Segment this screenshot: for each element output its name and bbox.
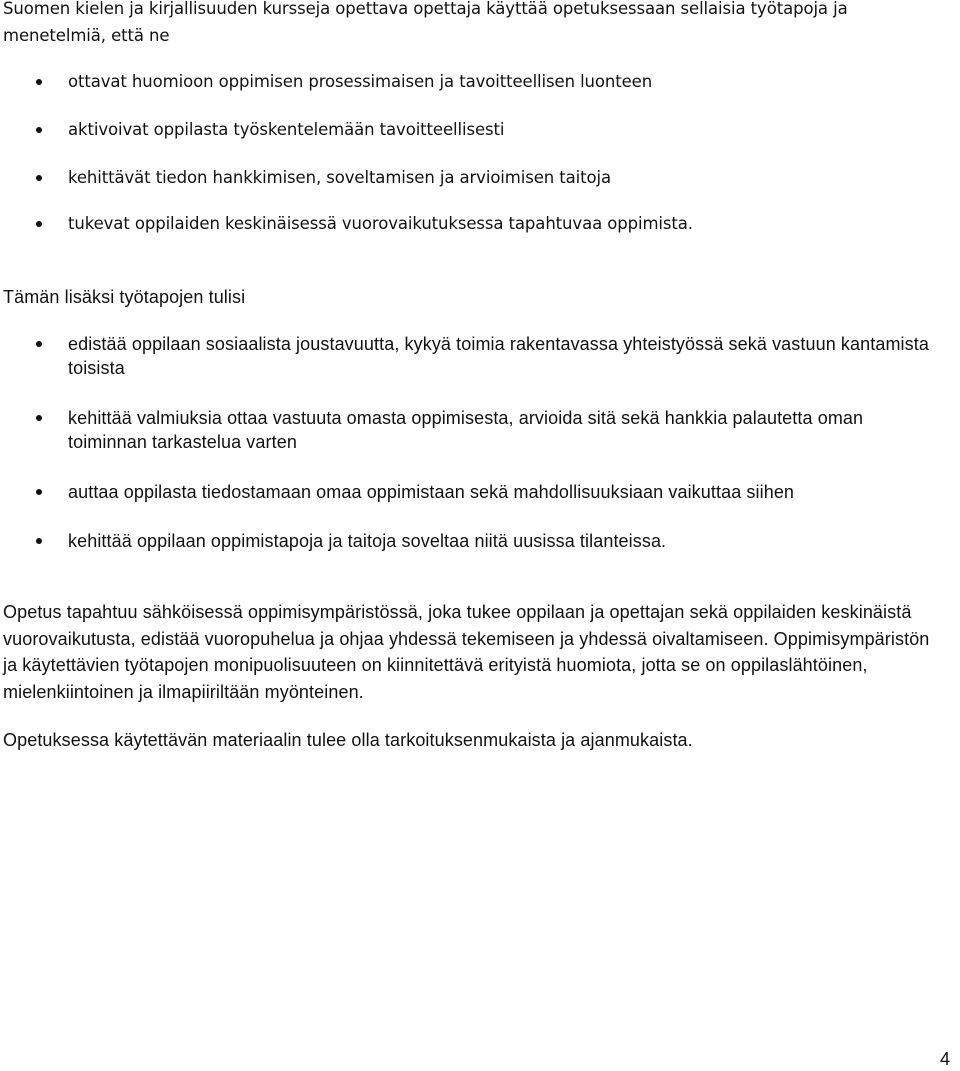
list-item — [0, 70, 940, 118]
list-item-text: edistää oppilaan sosiaalista joustavuutta, kykyä toimia rakentavassa yhteistyössä sekä vastuun kantamista toisista — [68, 334, 929, 378]
list-item-text: ottavat huomioon oppimisen prosessimaisen ja tavoitteellisen luonteen — [68, 72, 653, 91]
section-lead: Tämän lisäksi työtapojen tulisi — [3, 287, 246, 307]
bullet-icon — [36, 341, 42, 347]
method-list — [0, 70, 940, 236]
list-item — [0, 480, 940, 529]
bullet-icon — [36, 127, 42, 133]
material-paragraph: Opetuksessa käytettävän materiaalin tulee olla tarkoituksenmukaista ja ajanmukaista. — [3, 730, 693, 750]
bullet-icon — [36, 415, 42, 421]
list-item-text: kehittävät tiedon hankkimisen, soveltamisen ja arvioimisen taitoja — [68, 168, 612, 187]
skills-list — [0, 332, 940, 553]
bullet-icon — [36, 538, 42, 544]
list-item — [0, 118, 940, 166]
list-item-text: aktivoivat oppilasta työskentelemään tavoitteellisesti — [68, 120, 505, 139]
environment-paragraph: Opetus tapahtuu sähköisessä oppimisympäristössä, joka tukee oppilaan ja opettajan sekä oppilaiden keskinäistä vuorovaikutusta, edistää vuoropuhelua ja ohjaa yhdessä tekemiseen ja yhdessä oivaltamiseen. Oppimisympäristön ja käytettävien työtapojen monipuolisuuteen on kiinnitettävä erityistä huomiota, jotta se on oppilaslähtöinen, mielenkiintoinen ja ilmapiiriltään myönteinen. — [3, 602, 930, 702]
list-item-text: auttaa oppilasta tiedostamaan omaa oppimistaan sekä mahdollisuuksiaan vaikuttaa siihen — [68, 482, 795, 502]
list-item-text: tukevat oppilaiden keskinäisessä vuorovaikutuksessa tapahtuvaa oppimista. — [68, 214, 693, 233]
bullet-icon — [36, 221, 42, 227]
list-item — [0, 406, 940, 480]
list-item — [0, 212, 940, 236]
bullet-icon — [36, 79, 42, 85]
bullet-icon — [36, 175, 42, 181]
list-item — [0, 332, 940, 406]
intro-paragraph: Suomen kielen ja kirjallisuuden kursseja opettava opettaja käyttää opetuksessaan sellaisia työtapoja ja menetelmiä, että ne — [3, 0, 848, 45]
list-item-text: kehittää valmiuksia ottaa vastuuta omasta oppimisesta, arvioida sitä sekä hankkia palautetta oman toiminnan tarkastelua varten — [68, 408, 864, 452]
bullet-icon — [36, 489, 42, 495]
list-item — [0, 166, 940, 212]
list-item-text: kehittää oppilaan oppimistapoja ja taitoja soveltaa niitä uusissa tilanteissa. — [68, 531, 667, 551]
list-item — [0, 529, 940, 553]
page-number: 4 — [939, 1049, 950, 1069]
